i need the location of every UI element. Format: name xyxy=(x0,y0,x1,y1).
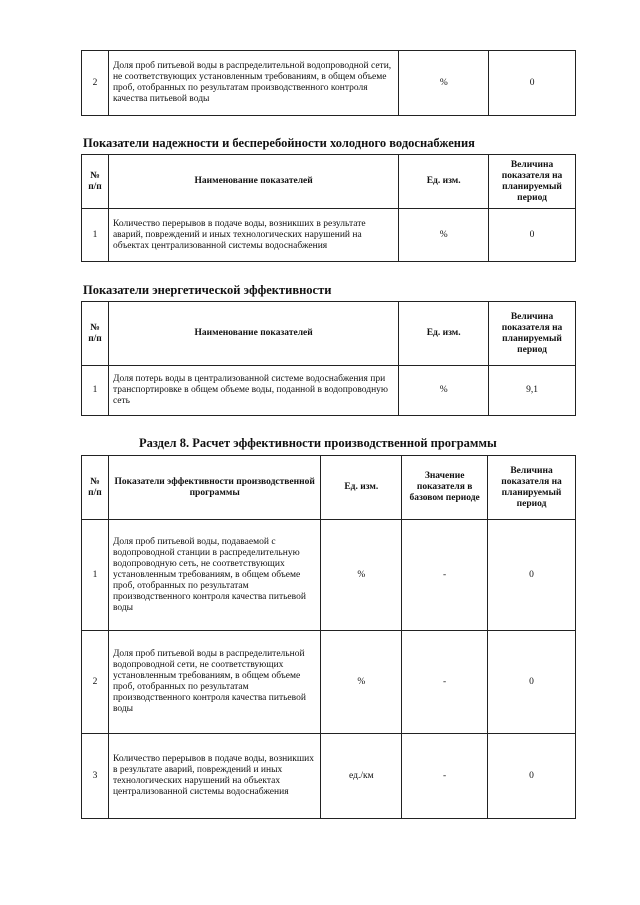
planned-value: 0 xyxy=(488,734,576,819)
unit-cell: ед./км xyxy=(321,734,402,819)
indicator-name: Доля проб питьевой воды в распределительной водопроводной сети, не соответствующих установленным требованиям, в общем объеме проб, отобранных по результатам производственного контроля качества питьевой воды xyxy=(108,631,320,734)
row-number: 1 xyxy=(82,209,109,262)
table-row xyxy=(82,520,576,631)
row-number: 1 xyxy=(82,520,109,631)
unit-cell: % xyxy=(399,209,489,262)
header-num: № п/п xyxy=(82,302,109,366)
header-value: Величина показателя на планируемый период xyxy=(489,302,576,366)
indicator-name: Доля проб питьевой воды в распределительной водопроводной сети, не соответствующих установленным требованиям, в общем объеме проб, отобранных по результатам производственного контроля качества питьевой воды xyxy=(108,51,398,116)
header-value: Величина показателя на планируемый период xyxy=(489,155,576,209)
table-row xyxy=(82,734,576,819)
header-num: № п/п xyxy=(82,456,109,520)
base-value: - xyxy=(402,631,488,734)
row-number: 2 xyxy=(82,51,109,116)
base-value: - xyxy=(402,520,488,631)
indicator-name: Доля потерь воды в централизованной системе водоснабжения при транспортировке в общем объеме воды, поданной в водопроводную сеть xyxy=(108,366,398,416)
unit-cell: % xyxy=(399,366,489,416)
header-name: Показатели эффективности производственной программы xyxy=(108,456,320,520)
header-unit: Ед. изм. xyxy=(321,456,402,520)
row-number: 1 xyxy=(82,366,109,416)
table-row xyxy=(82,631,576,734)
table-header-row xyxy=(82,456,576,520)
header-unit: Ед. изм. xyxy=(399,155,489,209)
planned-value: 0 xyxy=(489,51,576,116)
planned-value: 0 xyxy=(488,631,576,734)
row-number: 3 xyxy=(82,734,109,819)
unit-cell: % xyxy=(321,631,402,734)
section-heading-reliability: Показатели надежности и бесперебойности холодного водоснабжения xyxy=(83,136,475,150)
planned-value: 0 xyxy=(488,520,576,631)
table-row xyxy=(82,209,576,262)
header-value: Величина показателя на планируемый период xyxy=(488,456,576,520)
indicator-name: Доля проб питьевой воды, подаваемой с водопроводной станции в распределительную водопроводную сеть, не соответствующих установленным требованиям, в общем объеме проб, отобранных по результатам производственного контроля качества питьевой воды xyxy=(108,520,320,631)
header-unit: Ед. изм. xyxy=(399,302,489,366)
planned-value: 0 xyxy=(489,209,576,262)
unit-cell: % xyxy=(399,51,489,116)
section-heading-energy: Показатели энергетической эффективности xyxy=(83,283,332,297)
base-value: - xyxy=(402,734,488,819)
section-heading-efficiency: Раздел 8. Расчет эффективности производственной программы xyxy=(139,436,497,450)
header-name: Наименование показателей xyxy=(108,155,398,209)
energy-table xyxy=(81,301,576,416)
indicator-name: Количество перерывов в подаче воды, возникших в результате аварий, повреждений и иных технологических нарушений на объектах централизованной системы водоснабжения xyxy=(108,209,398,262)
header-name: Наименование показателей xyxy=(108,302,398,366)
efficiency-table xyxy=(81,455,576,819)
table-row xyxy=(82,51,576,116)
reliability-table xyxy=(81,154,576,262)
header-base: Значение показателя в базовом периоде xyxy=(402,456,488,520)
row-number: 2 xyxy=(82,631,109,734)
header-num: № п/п xyxy=(82,155,109,209)
table-header-row xyxy=(82,155,576,209)
unit-cell: % xyxy=(321,520,402,631)
continuation-table xyxy=(81,50,576,116)
table-header-row xyxy=(82,302,576,366)
planned-value: 9,1 xyxy=(489,366,576,416)
table-row xyxy=(82,366,576,416)
indicator-name: Количество перерывов в подаче воды, возникших в результате аварий, повреждений и иных технологических нарушений на объектах централизованной системы водоснабжения xyxy=(108,734,320,819)
